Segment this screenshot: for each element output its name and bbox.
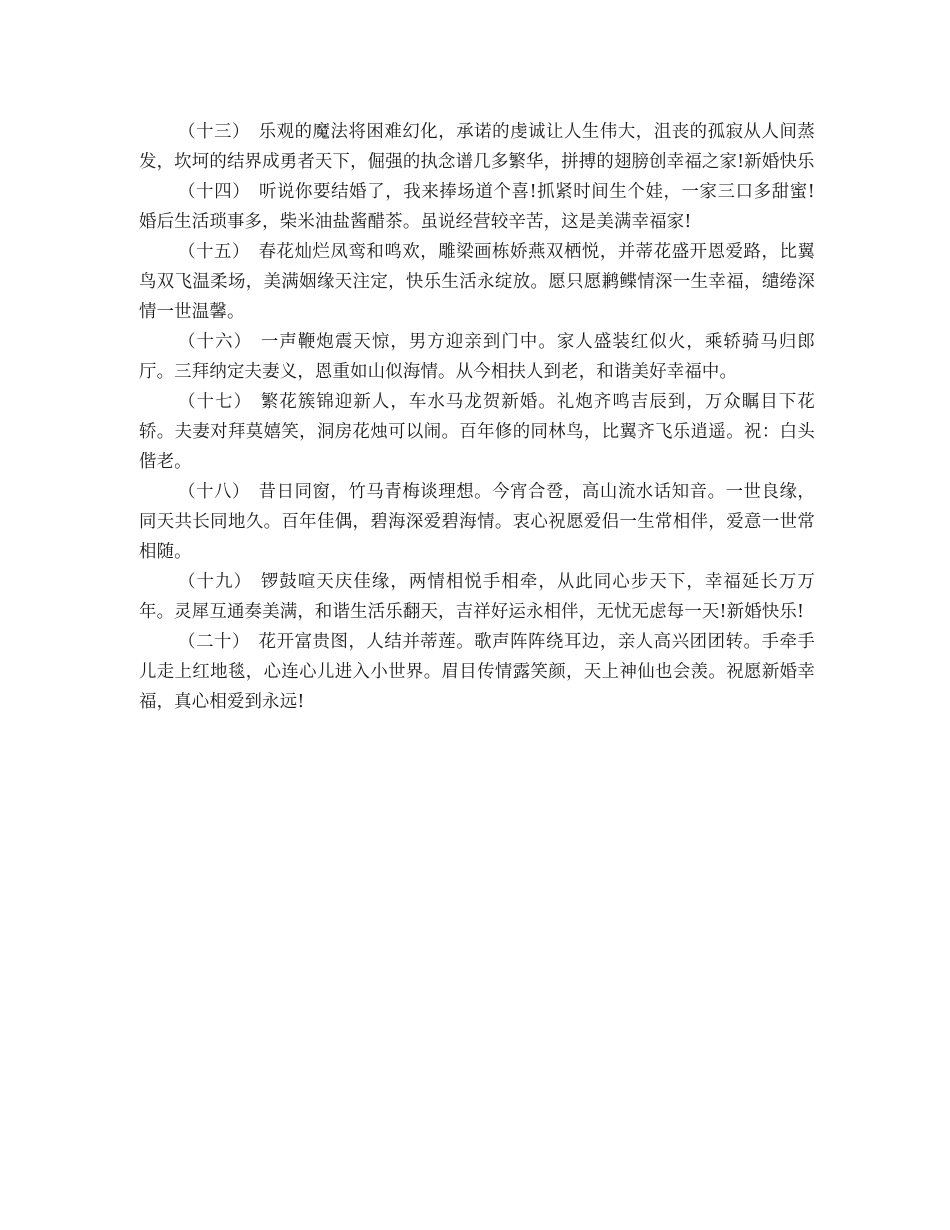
paragraph-number: （十六） xyxy=(178,332,253,352)
paragraph-number: （十四） xyxy=(178,182,251,202)
paragraph-text: 锣鼓喧天庆佳缘，两情相悦手相牵，从此同心步天下，幸福延长万万年。灵犀互通奏美满，和谐生活乐翻天，吉祥好运永相伴，无忧无虑每一天!新婚快乐! xyxy=(139,572,815,622)
paragraph-17 xyxy=(139,387,815,477)
paragraph-text: 春花灿烂凤鸾和鸣欢，雕梁画栋娇燕双栖悦，并蒂花盛开恩爱路，比翼鸟双飞温柔场，美满姻缘天注定，快乐生活永绽放。愿只愿鹣鲽情深一生幸福，缱绻深情一世温馨。 xyxy=(139,242,815,322)
paragraph-15 xyxy=(139,237,815,327)
paragraph-number: （十八） xyxy=(178,482,250,502)
paragraph-13 xyxy=(139,117,815,177)
paragraph-16 xyxy=(139,327,815,387)
paragraph-text: 乐观的魔法将困难幻化，承诺的虔诚让人生伟大，沮丧的孤寂从人间蒸发，坎坷的结界成勇者天下，倔强的执念谱几多繁华，拼搏的翅膀创幸福之家!新婚快乐 xyxy=(139,122,815,172)
paragraph-text: 繁花簇锦迎新人，车水马龙贺新婚。礼炮齐鸣吉辰到，万众瞩目下花轿。夫妻对拜莫嬉笑，洞房花烛可以闹。百年修的同林鸟，比翼齐飞乐逍遥。祝：白头偕老。 xyxy=(139,392,815,472)
paragraph-text: 听说你要结婚了，我来捧场道个喜!抓紧时间生个娃，一家三口多甜蜜!婚后生活琐事多，柴米油盐酱醋茶。虽说经营较辛苦，这是美满幸福家! xyxy=(139,182,815,232)
paragraph-number: （十七） xyxy=(178,392,253,412)
paragraph-20 xyxy=(139,627,815,717)
paragraph-19 xyxy=(139,567,815,627)
paragraph-text: 一声鞭炮震天惊，男方迎亲到门中。家人盛装红似火，乘轿骑马归郎厅。三拜纳定夫妻义，恩重如山似海情。从今相扶人到老，和谐美好幸福中。 xyxy=(139,332,815,382)
document-body xyxy=(139,117,815,717)
paragraph-text: 昔日同窗，竹马青梅谈理想。今宵合卺，高山流水话知音。一世良缘，同天共长同地久。百年佳偶，碧海深爱碧海情。衷心祝愿爱侣一生常相伴，爱意一世常相随。 xyxy=(139,482,815,562)
paragraph-18 xyxy=(139,477,815,567)
paragraph-number: （十九） xyxy=(178,572,253,592)
paragraph-14 xyxy=(139,177,815,237)
paragraph-number: （二十） xyxy=(178,632,250,652)
paragraph-text: 花开富贵图，人结并蒂莲。歌声阵阵绕耳边，亲人高兴团团转。手牵手儿走上红地毯，心连心儿进入小世界。眉目传情露笑颜，天上神仙也会羡。祝愿新婚幸福，真心相爱到永远! xyxy=(139,632,815,712)
paragraph-number: （十三） xyxy=(178,122,250,142)
paragraph-number: （十五） xyxy=(178,242,250,262)
